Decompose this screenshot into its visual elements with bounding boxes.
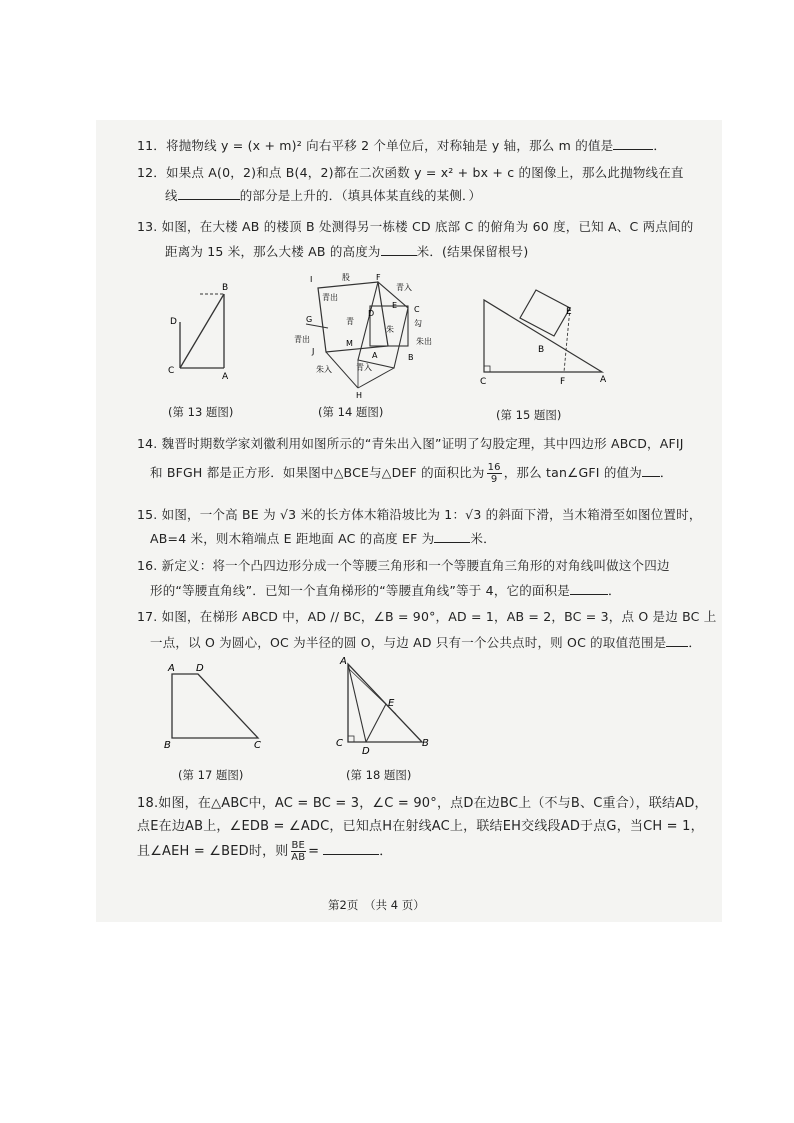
label-J: J xyxy=(312,347,315,356)
label-E: E xyxy=(392,301,398,310)
question-18-text-2: 点E在边AB上，∠EDB = ∠ADC，已知点H在射线AC上，联结EH交线段AD于点G，当CH = 1， xyxy=(137,819,704,834)
question-11 xyxy=(137,136,666,154)
figure-13 xyxy=(160,280,250,380)
label-zhuru: 朱入 xyxy=(316,365,332,374)
question-15-end: 米． xyxy=(470,531,496,546)
question-16-line-2 xyxy=(150,581,621,599)
label-zhu: 朱 xyxy=(386,325,394,334)
question-15-text-a: AB=4 米，则木箱端点 E 距地面 AC 的高度 EF 为 xyxy=(150,531,435,546)
label-qingchu-left: 青出 xyxy=(294,335,310,344)
question-15-line-2 xyxy=(150,529,496,547)
label-qing: 青 xyxy=(346,317,354,326)
label-A: A xyxy=(600,375,607,385)
question-18-end: ． xyxy=(379,844,393,859)
question-12-text-a: 线 xyxy=(165,188,178,203)
figure-18 xyxy=(334,656,444,756)
question-16-line-1 xyxy=(137,556,670,574)
answer-blank[interactable] xyxy=(381,243,417,256)
label-A: A xyxy=(222,372,229,382)
question-14-end: ． xyxy=(659,465,673,480)
question-15-line-1 xyxy=(137,505,702,523)
label-qingchu-top: 青出 xyxy=(322,293,338,302)
fraction-denominator: AB xyxy=(291,852,306,863)
answer-blank[interactable] xyxy=(570,582,608,595)
label-gu: 股 xyxy=(342,273,350,282)
question-13-text-b: 米．(结果保留根号) xyxy=(416,244,529,259)
question-12-line-2 xyxy=(165,186,481,204)
label-C: C xyxy=(414,305,420,314)
label-D: D xyxy=(170,317,177,327)
label-A: A xyxy=(168,663,175,674)
question-14-line-1 xyxy=(137,434,684,452)
label-A: A xyxy=(340,656,347,667)
label-H: H xyxy=(356,391,363,400)
label-F: F xyxy=(376,273,381,282)
question-17-text: 17. 如图，在梯形 ABCD 中，AD // BC，∠B = 90°，AD = 1，AB = 2，BC = 3，点 O 是边 BC 上 xyxy=(137,609,717,624)
question-18-equals: = xyxy=(308,844,320,859)
question-15-text: 15. 如图，一个高 BE 为 √3 米的长方体木箱沿坡比为 1：√3 的斜面下滑，当木箱滑至如图位置时， xyxy=(137,507,702,522)
question-13-text: 13. 如图，在大楼 AB 的楼顶 B 处测得另一栋楼 CD 底部 C 的俯角为 60 度，已知 A、C 两点间的 xyxy=(137,219,694,234)
answer-blank[interactable] xyxy=(178,187,240,200)
question-12-text-b: 的部分是上升的．（填具体某直线的某侧．） xyxy=(239,188,482,203)
answer-blank[interactable] xyxy=(642,464,660,477)
question-13-text-a: 距离为 15 米，那么大楼 AB 的高度为 xyxy=(165,244,381,259)
label-F: F xyxy=(560,377,566,387)
caption-figure-15: (第 15 题图) xyxy=(496,408,562,422)
question-13-line-2 xyxy=(165,242,528,260)
caption-figure-18: (第 18 题图) xyxy=(346,768,412,782)
question-16-text: 16. 新定义：将一个凸四边形分成一个等腰三角形和一个等腰直角三角形的对角线叫做这个四边 xyxy=(137,558,670,573)
question-18-text-3a: 且∠AEH = ∠BED时，则 xyxy=(137,844,289,859)
fraction-BE-AB xyxy=(291,840,307,863)
caption-figure-13: (第 13 题图) xyxy=(168,405,234,419)
figure-17 xyxy=(160,660,270,752)
question-12-text: 12．如果点 A(0，2)和点 B(4，2)都在二次函数 y = x² + bx + c 的图像上，那么此抛物线在直 xyxy=(137,165,684,180)
question-12-line-1 xyxy=(137,163,684,181)
label-B: B xyxy=(222,283,229,293)
page-footer: 第2页 （共 4 页） xyxy=(328,898,425,912)
question-17-line-2 xyxy=(150,633,701,651)
label-D: D xyxy=(362,746,370,757)
answer-blank[interactable] xyxy=(666,634,688,647)
label-D: D xyxy=(368,309,375,318)
question-18-line-2 xyxy=(137,815,704,834)
label-qingru-top: 青入 xyxy=(396,283,412,292)
question-17-text-a: 一点，以 O 为圆心，OC 为半径的圆 O，与边 AD 只有一个公共点时，则 OC 的取值范围是 xyxy=(150,635,667,650)
answer-blank[interactable] xyxy=(434,530,470,543)
figure-15 xyxy=(474,286,614,388)
question-17-line-1 xyxy=(137,607,716,625)
answer-blank[interactable] xyxy=(323,842,379,855)
question-14-text-b: ，那么 tan∠GFI 的值为 xyxy=(503,465,642,480)
fraction-numerator: BE xyxy=(291,840,306,851)
question-18-line-1 xyxy=(137,792,708,811)
label-B: B xyxy=(408,353,414,362)
label-M: M xyxy=(346,339,353,348)
label-zhuchu: 朱出 xyxy=(416,337,432,346)
question-16-text-a: 形的“等腰直角线”．已知一个直角梯形的“等腰直角线”等于 4，它的面积是 xyxy=(150,583,571,598)
label-qingru-bottom: 青入 xyxy=(356,363,372,372)
label-G: G xyxy=(306,315,313,324)
label-C: C xyxy=(336,738,343,749)
question-18-text: 18.如图，在△ABC中，AC = BC = 3，∠C = 90°，点D在边BC上（不与B、C重合），联结AD， xyxy=(137,796,708,811)
question-16-end: ． xyxy=(608,583,621,598)
label-B: B xyxy=(164,740,171,751)
question-14-line-2 xyxy=(150,462,673,485)
question-14-text: 14. 魏晋时期数学家刘徽利用如图所示的“青朱出入图”证明了勾股定理，其中四边形 ABCD，AFIJ xyxy=(137,436,684,451)
label-gou: 勾 xyxy=(414,319,422,328)
label-C: C xyxy=(168,366,175,376)
label-E: E xyxy=(388,698,395,709)
label-A: A xyxy=(372,351,378,360)
label-E: E xyxy=(566,307,572,317)
question-13-line-1 xyxy=(137,217,693,235)
label-C: C xyxy=(254,740,261,751)
question-14-text-a: 和 BFGH 都是正方形．如果图中△BCE与△DEF 的面积比为 xyxy=(150,465,485,480)
fraction-16-9 xyxy=(487,462,502,485)
caption-figure-17: (第 17 题图) xyxy=(178,768,244,782)
caption-figure-14: (第 14 题图) xyxy=(318,405,384,419)
label-B: B xyxy=(422,738,429,749)
question-17-end: ． xyxy=(688,635,702,650)
fraction-denominator: 9 xyxy=(490,474,498,485)
question-18-line-3 xyxy=(137,840,392,863)
question-11-end: ． xyxy=(653,138,667,153)
figure-14 xyxy=(294,268,443,400)
fraction-numerator: 16 xyxy=(487,462,501,473)
answer-blank[interactable] xyxy=(613,137,653,150)
label-C: C xyxy=(480,377,487,387)
question-11-text: 11．将抛物线 y = (x + m)² 向右平移 2 个单位后，对称轴是 y 轴，那么 m 的值是 xyxy=(137,138,614,153)
label-I: I xyxy=(310,275,313,284)
label-D: D xyxy=(196,663,204,674)
label-B: B xyxy=(538,345,545,355)
